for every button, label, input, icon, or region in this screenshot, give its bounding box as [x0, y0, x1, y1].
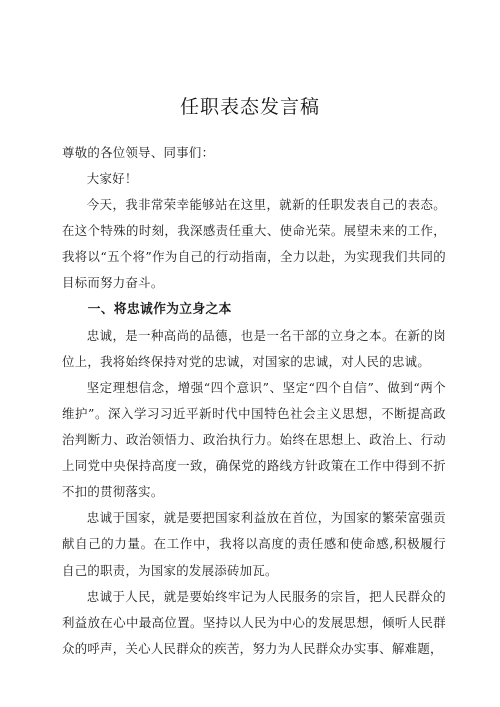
- section-paragraph: 忠诚于人民，就是要始终牢记为人民服务的宗旨，把人民群众的利益放在心中最高位置。坚持以人民为中心的发展思想，倾听人民群众的呼声，关心人民群众的疾苦，努力为人民群众办实事、解难题，: [62, 588, 446, 656]
- intro-paragraph: 今天，我非常荣幸能够站在这里，就新的任职发表自己的表态。在这个特殊的时刻，我深感责任重大、使命光荣。展望未来的工作，我将以“五个将”作为自己的行动指南，全力以赴，为实现我们共同的目标而努力奋斗。: [62, 197, 446, 291]
- section-paragraph: 忠诚，是一种高尚的品德，也是一名干部的立身之本。在新的岗位上，我将始终保持对党的忠诚，对国家的忠诚，对人民的忠诚。: [62, 327, 446, 369]
- section-heading: 一、将忠诚作为立身之本: [87, 301, 232, 317]
- section-paragraph: 忠诚于国家，就是要把国家利益放在首位，为国家的繁荣富强贡献自己的力量。在工作中，我将以高度的责任感和使命感,积极履行自己的职责，为国家的发展添砖加瓦。: [62, 510, 446, 578]
- section-paragraph: 坚定理想信念，增强“四个意识”、坚定“四个自信”、做到“两个维护”。深入学习习近平新时代中国特色社会主义思想，不断提高政治判断力、政治领悟力、政治执行力。始终在思想上、政治上、行动上同党中央保持高度一致，确保党的路线方针政策在工作中得到不折不扣的贯彻落实。: [62, 379, 446, 500]
- greeting: 大家好！: [86, 171, 138, 187]
- document-title: 任职表态发言稿: [179, 96, 320, 118]
- salutation: 尊敬的各位领导、同事们：: [62, 145, 215, 160]
- document-body: [62, 140, 446, 662]
